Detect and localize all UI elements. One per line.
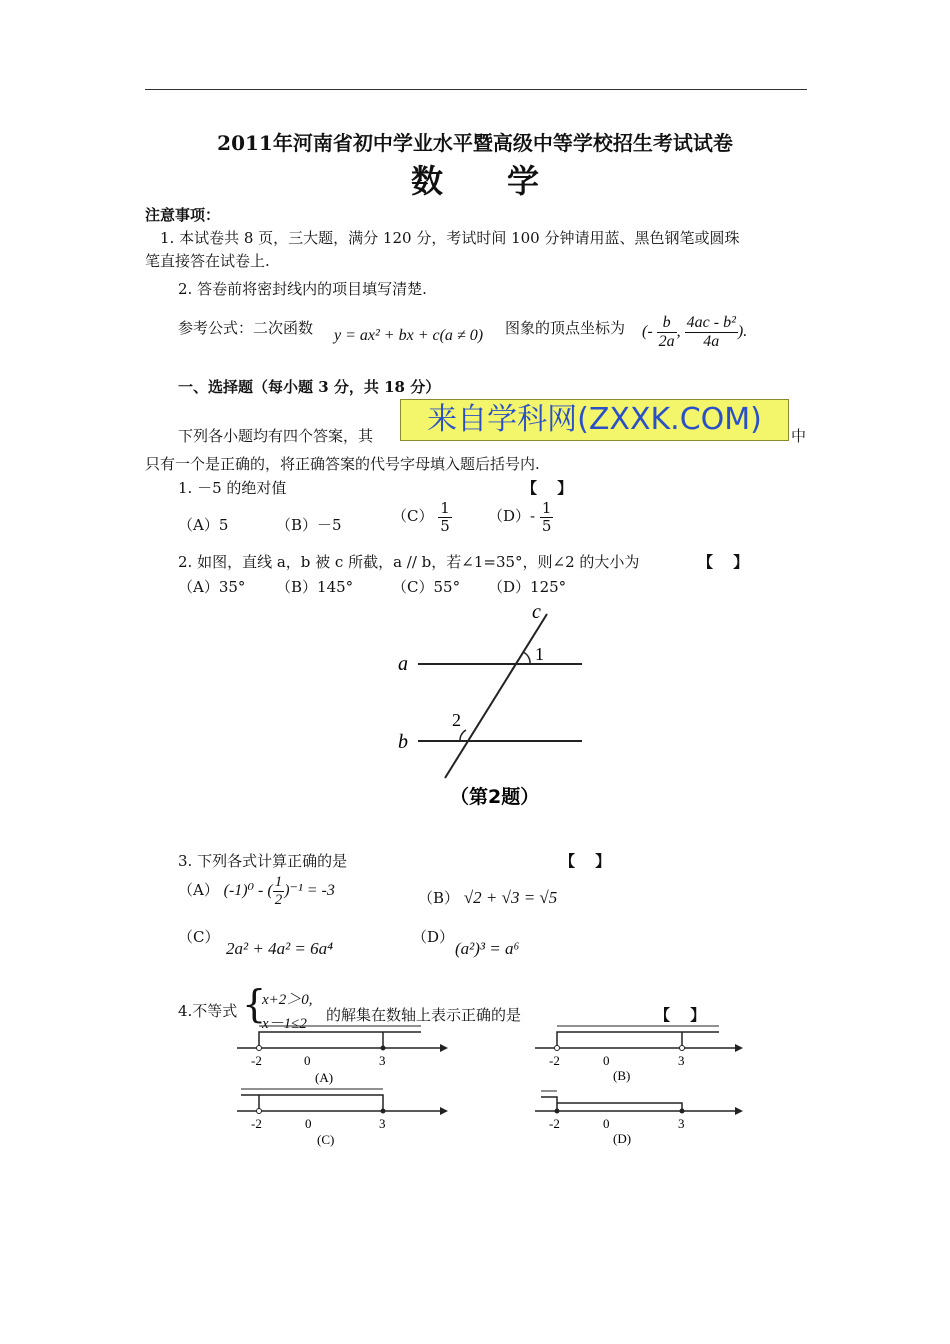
formula-label: 参考公式：二次函数 (178, 319, 314, 337)
q3-option-d-label: （D） (412, 928, 455, 946)
q3-b-expr: √2 + √3 = √5 (463, 888, 558, 907)
q1-option-b: （B）－5 (276, 516, 342, 534)
q3-a-expr-right: )⁻¹ = -3 (284, 882, 335, 899)
option-a-label: (A) (315, 1070, 334, 1085)
vertex-y-numerator: 4ac - b² (686, 314, 736, 331)
q2-answer-bracket: 【 】 (698, 553, 749, 571)
vertex-x-numerator: b (657, 314, 677, 333)
watermark-banner: 来自学科网(ZXXK.COM) (400, 399, 789, 441)
exam-title: 2011年河南省初中学业水平暨高级中等学校招生考试试卷 (217, 131, 733, 155)
q3-option-b-label: （B） (418, 889, 460, 907)
q1-d-numerator: 1 (541, 499, 552, 517)
q3-option-d: (a²)³ = a⁶ (455, 939, 520, 958)
label-angle-2: 2 (452, 710, 461, 730)
q3-a-denominator: 2 (274, 891, 283, 908)
top-rule (145, 89, 807, 90)
q3-option-c: 2a² + 4a² = 6a⁴ (226, 939, 334, 958)
vertex-y-denominator: 4a (703, 332, 720, 350)
open-endpoint (257, 1109, 262, 1114)
q2-option-d: （D）125° (488, 578, 567, 596)
q4-inequality-2: x－1≤2 (262, 1016, 307, 1032)
q2-option-a: （A）35° (178, 578, 246, 596)
closed-endpoint (381, 1109, 386, 1114)
q3-option-a (178, 874, 335, 908)
vertex-x-denominator: 2a (658, 332, 675, 350)
closed-endpoint (381, 1046, 386, 1051)
closed-endpoint (680, 1109, 685, 1114)
q2-figure-caption: （第2题） (450, 786, 540, 808)
q2-figure (390, 600, 600, 815)
quadratic-formula: y = ax² + bx + c(a ≠ 0) (334, 327, 484, 344)
notes-heading: 注意事项： (145, 206, 221, 224)
q1-option-a: （A）5 (178, 516, 229, 534)
closed-endpoint (555, 1109, 560, 1114)
q1-d-denominator: 5 (541, 516, 552, 535)
formula-mid-text: 图象的顶点坐标为 (505, 319, 626, 337)
q2-stem: 2. 如图，直线 a，b 被 c 所截，a // b，若∠1=35°，则∠2 的大小为 (178, 553, 640, 571)
q1-option-c-label: （C） (392, 507, 434, 525)
section-1-intro: 下列各小题均有四个答案，其 (178, 427, 374, 445)
q4-stem-tail: 的解集在数轴上表示正确的是 (326, 1006, 522, 1024)
tick-0: 0 (304, 1053, 311, 1068)
tick-3: 3 (678, 1053, 685, 1068)
q4-option-d-numberline (533, 1087, 745, 1151)
label-a: a (398, 653, 408, 675)
tick-neg2: -2 (549, 1116, 560, 1131)
q1-option-d (488, 500, 553, 534)
subject-title: 数 学 (410, 162, 539, 200)
open-endpoint (257, 1046, 262, 1051)
tick-3: 3 (678, 1116, 685, 1131)
option-d-label: (D) (613, 1131, 632, 1146)
q3-a-numerator: 1 (274, 874, 283, 890)
note-item-1: 1. 本试卷共 8 页，三大题，满分 120 分，考试时间 100 分钟请用蓝、黑色钢笔或圆珠 (160, 229, 740, 247)
q3-option-a-label: （A） (178, 881, 219, 899)
q1-option-d-label: （D）- (488, 507, 536, 525)
tick-neg2: -2 (549, 1053, 560, 1068)
q3-option-c-label: （C） (178, 928, 220, 946)
q2-option-b: （B）145° (276, 578, 354, 596)
q3-a-expr-left: (-1)⁰ - ( (223, 882, 273, 899)
q3-stem: 3. 下列各式计算正确的是 (178, 852, 348, 870)
q4-system-brace: { (242, 982, 267, 1026)
tick-0: 0 (603, 1053, 610, 1068)
q4-stem: 4.不等式 (178, 1002, 238, 1020)
q2-option-c: （C）55° (392, 578, 461, 596)
label-angle-1: 1 (535, 644, 544, 664)
q4-option-b-numberline (533, 1024, 745, 1088)
q3-option-b (418, 887, 557, 908)
tick-3: 3 (379, 1116, 386, 1131)
q3-answer-bracket: 【 】 (560, 852, 611, 870)
q1-answer-bracket: 【 】 (522, 479, 573, 497)
option-b-label: (B) (613, 1068, 631, 1083)
tick-neg2: -2 (251, 1053, 262, 1068)
q1-c-denominator: 5 (440, 516, 450, 535)
q1-stem: 1. －5 的绝对值 (178, 479, 287, 497)
open-endpoint (555, 1046, 560, 1051)
q4-inequality-1: x+2＞0, (262, 992, 313, 1008)
section-1-intro-tail: 中 (791, 427, 807, 445)
note-item-2: 2. 答卷前将密封线内的项目填写清楚. (178, 280, 427, 298)
open-endpoint (680, 1046, 685, 1051)
q4-answer-bracket: 【 】 (655, 1006, 706, 1024)
vertex-coordinates: (- $\frac{b}{2a}$ , $\frac{\text{4ac - b²}}{4a}$ ). (642, 314, 748, 350)
q4-option-a-numberline (235, 1024, 450, 1088)
label-b: b (398, 731, 408, 753)
q1-option-c (392, 500, 452, 534)
label-c: c (532, 601, 541, 623)
tick-neg2: -2 (251, 1116, 262, 1131)
line-c (445, 614, 547, 778)
tick-3: 3 (379, 1053, 386, 1068)
tick-0: 0 (305, 1116, 312, 1131)
option-c-label: (C) (317, 1132, 335, 1147)
section-1-intro-line2: 只有一个是正确的，将正确答案的代号字母填入题后括号内. (145, 455, 540, 473)
q4-option-c-numberline (235, 1087, 450, 1151)
angle-1-arc (523, 652, 530, 664)
q1-c-numerator: 1 (440, 499, 450, 517)
angle-2-arc (460, 730, 466, 741)
section-1-heading: 一、选择题（每小题 3 分，共 18 分） (178, 378, 441, 396)
note-item-1-cont: 笔直接答在试卷上. (145, 252, 270, 270)
tick-0: 0 (603, 1116, 610, 1131)
